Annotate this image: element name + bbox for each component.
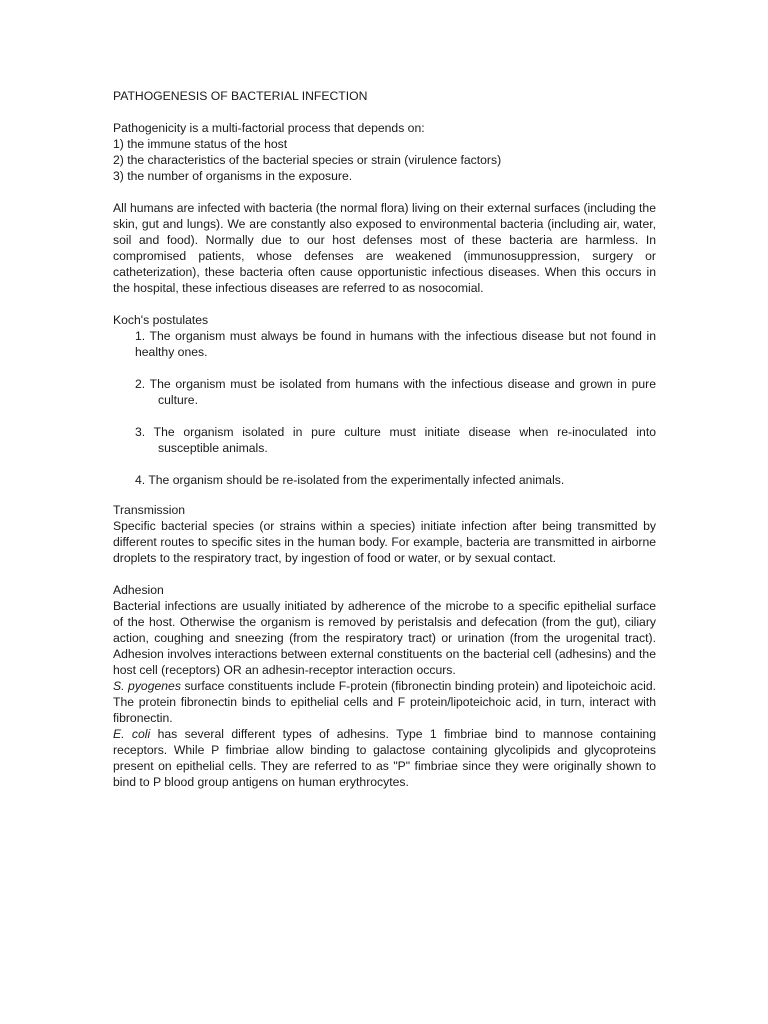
document-page [113,88,656,790]
document-title: PATHOGENESIS OF BACTERIAL INFECTION [113,89,368,103]
adhesion-paragraph: Bacterial infections are usually initiated by adherence of the microbe to a specific epithelial surface of the host. Otherwise the organism is removed by peristalsis and defecation (from the gut), ciliary action, coughing and sneezing (from the respiratory tract) or urination (from the urogenital tract). Adhesion involves interactions between external constituents on the bacterial cell (adhesins) and the host cell (receptors) OR an adhesin-receptor interaction occurs. [113,599,656,677]
s-pyogenes-text: surface constituents include F-protein (fibronectin binding protein) and lipoteichoic acid. The protein fibronectin binds to epithelial cells and F protein/lipoteichoic acid, in turn, interact with fibronectin. [113,679,657,725]
postulate-2: 2. The organism must be isolated from humans with the infectious disease and grown in pure culture. [135,377,656,407]
postulate-4: 4. The organism should be re-isolated from the experimentally infected animals. [135,473,565,487]
postulate-3: 3. The organism isolated in pure culture must initiate disease when re-inoculated into susceptible animals. [135,425,656,455]
intro-item-1: 1) the immune status of the host [113,137,288,151]
postulate-1: 1. The organism must always be found in humans with the infectious disease but not found in healthy ones. [135,329,656,359]
normal-flora-paragraph: All humans are infected with bacteria (the normal flora) living on their external surfaces (including the skin, gut and lungs). We are constantly also exposed to environmental bacteria (including air, water, soil and food). Normally due to our host defenses most of these bacteria are harmless. In compromised patients, whose defenses are weakened (immunosuppression, surgery or catheterization), these bacteria often cause opportunistic infectious diseases. When this occurs in the hospital, these infectious diseases are referred to as nosocomial. [113,201,656,295]
intro-item-3: 3) the number of organisms in the exposure. [113,169,353,183]
e-coli-text: has several different types of adhesins. Type 1 fimbriae bind to mannose containing receptors. While P fimbriae allow binding to galactose containing glycolipids and glycoproteins present on epithelial cells. They are referred to as "P" fimbriae since they were originally shown to bind to P blood group antigens on human erythrocytes. [113,727,656,789]
e-coli-paragraph [113,726,656,790]
kochs-postulates-heading: Koch's postulates [113,313,209,327]
s-pyogenes-paragraph [113,678,656,726]
intro-lead: Pathogenicity is a multi-factorial process that depends on: [113,121,425,135]
e-coli-name: E. coli [113,727,151,741]
adhesion-heading: Adhesion [113,583,164,597]
transmission-paragraph: Specific bacterial species (or strains within a species) initiate infection after being transmitted by different routes to specific sites in the human body. For example, bacteria are transmitted in airborne droplets to the respiratory tract, by ingestion of food or water, or by sexual contact. [113,519,656,565]
s-pyogenes-name: S. pyogenes [113,679,181,693]
transmission-heading: Transmission [113,503,186,517]
intro-item-2: 2) the characteristics of the bacterial species or strain (virulence factors) [113,153,502,167]
